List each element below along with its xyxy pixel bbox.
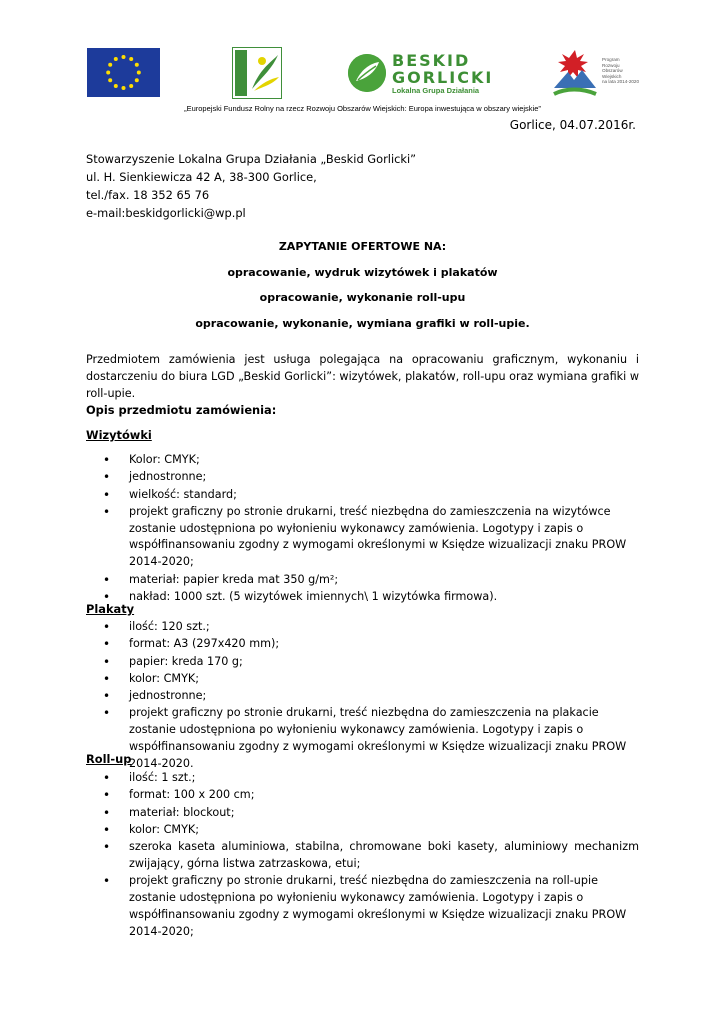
list-item: • projekt graficzny po stronie drukarni, treść niezbędna do zamieszczenia na roll-upie zostanie udostępniona po wyłonieniu wykonawcy zamówienia. Logotypy i zapis o współfinansowaniu zgodny z wymogami określonymi w Księdze wizualizacji znaku PROW 2014-2020; <box>86 873 639 940</box>
list-item: • jednostronne; <box>86 469 639 486</box>
list-item: • format: 100 x 200 cm; <box>86 787 639 804</box>
address-line: ul. H. Sienkiewicza 42 A, 38-300 Gorlice, <box>86 170 317 184</box>
intro-paragraph <box>86 352 639 402</box>
intro-text: Przedmiotem zamówienia jest usługa polegająca na opracowaniu graficznym, wykonaniu i dostarczeniu do biura LGD „Beskid Gorlicki”: wizytówek, plakatów, roll-upu oraz wymiana grafiki w roll-upie. <box>86 353 639 400</box>
section-heading-plakaty: Plakaty <box>86 602 135 616</box>
list-item: • kolor: CMYK; <box>86 671 639 688</box>
rollup-list <box>86 770 639 941</box>
document-title: ZAPYTANIE OFERTOWE NA: <box>278 240 447 253</box>
list-item: • projekt graficzny po stronie drukarni, treść niezbędna do zamieszczenia na wizytówce zostanie udostępniona po wyłonieniu wykonawcy zamówienia. Logotypy i zapis o współfinansowaniu zgodny z wymogami określonymi w Księdze wizualizacji znaku PROW 2014-2020; <box>86 504 639 571</box>
prow-logo-icon <box>550 48 650 100</box>
document-subtitle: opracowanie, wykonanie, wymiana grafiki w roll-upie. <box>195 317 530 330</box>
beskid-line2: GORLICKI <box>392 68 494 87</box>
eu-flag-icon <box>87 48 160 97</box>
logo-strip <box>80 44 650 102</box>
beskid-leaf-icon <box>348 54 386 92</box>
prow-logo-text: Program Rozwoju Obszarów Wiejskich na lata 2014-2020 <box>602 57 640 85</box>
list-item: • ilość: 1 szt.; <box>86 770 639 787</box>
section-heading-rollup: Roll-up <box>86 752 132 766</box>
list-item: • szeroka kaseta aluminiowa, stabilna, chromowane boki kasety, aluminiowy mechanizm zwijający, górna listwa zatrzaskowa, etui; <box>86 839 639 873</box>
description-heading: Opis przedmiotu zamówienia: <box>86 403 277 417</box>
leader-logo-icon <box>232 47 282 99</box>
place-date: Gorlice, 04.07.2016r. <box>509 118 636 132</box>
document-subtitle: opracowanie, wykonanie roll-upu <box>259 291 466 304</box>
list-item: • wielkość: standard; <box>86 487 639 504</box>
beskid-gorlicki-logo <box>348 50 493 96</box>
phone-line: tel./fax. 18 352 65 76 <box>86 188 210 202</box>
list-item: • format: A3 (297x420 mm); <box>86 636 639 653</box>
list-item: • materiał: papier kreda mat 350 g/m²; <box>86 572 639 589</box>
list-item: • materiał: blockout; <box>86 805 639 822</box>
list-item: • nakład: 1000 szt. (5 wizytówek imiennych\ 1 wizytówka firmowa). <box>86 589 639 606</box>
email-line: e-mail:beskidgorlicki@wp.pl <box>86 206 246 220</box>
beskid-subtitle: Lokalna Grupa Działania <box>392 86 480 95</box>
address-block <box>86 151 416 223</box>
list-item: • ilość: 120 szt.; <box>86 619 639 636</box>
list-item: • papier: kreda 170 g; <box>86 654 639 671</box>
section-heading-wizytowki: Wizytówki <box>86 428 152 442</box>
beskid-line1: BESKID <box>392 51 471 70</box>
list-item: • kolor: CMYK; <box>86 822 639 839</box>
beskid-logo-text <box>392 52 493 86</box>
plakaty-list <box>86 619 639 773</box>
document-subtitle: opracowanie, wydruk wizytówek i plakatów <box>227 266 498 279</box>
funding-motto: „Europejski Fundusz Rolny na rzecz Rozwoju Obszarów Wiejskich: Europa inwestująca w obszary wiejskie” <box>184 104 541 113</box>
list-item: • jednostronne; <box>86 688 639 705</box>
address-line: Stowarzyszenie Lokalna Grupa Działania „Beskid Gorlicki” <box>86 152 417 166</box>
wizytowki-list <box>86 452 639 606</box>
list-item: • projekt graficzny po stronie drukarni, treść niezbędna do zamieszczenia na plakacie zostanie udostępniona po wyłonieniu wykonawcy zamówienia. Logotypy i zapis o współfinansowaniu zgodny z wymogami określonymi w Księdze wizualizacji znaku PROW 2014-2020. <box>86 705 639 772</box>
list-item: • Kolor: CMYK; <box>86 452 639 469</box>
